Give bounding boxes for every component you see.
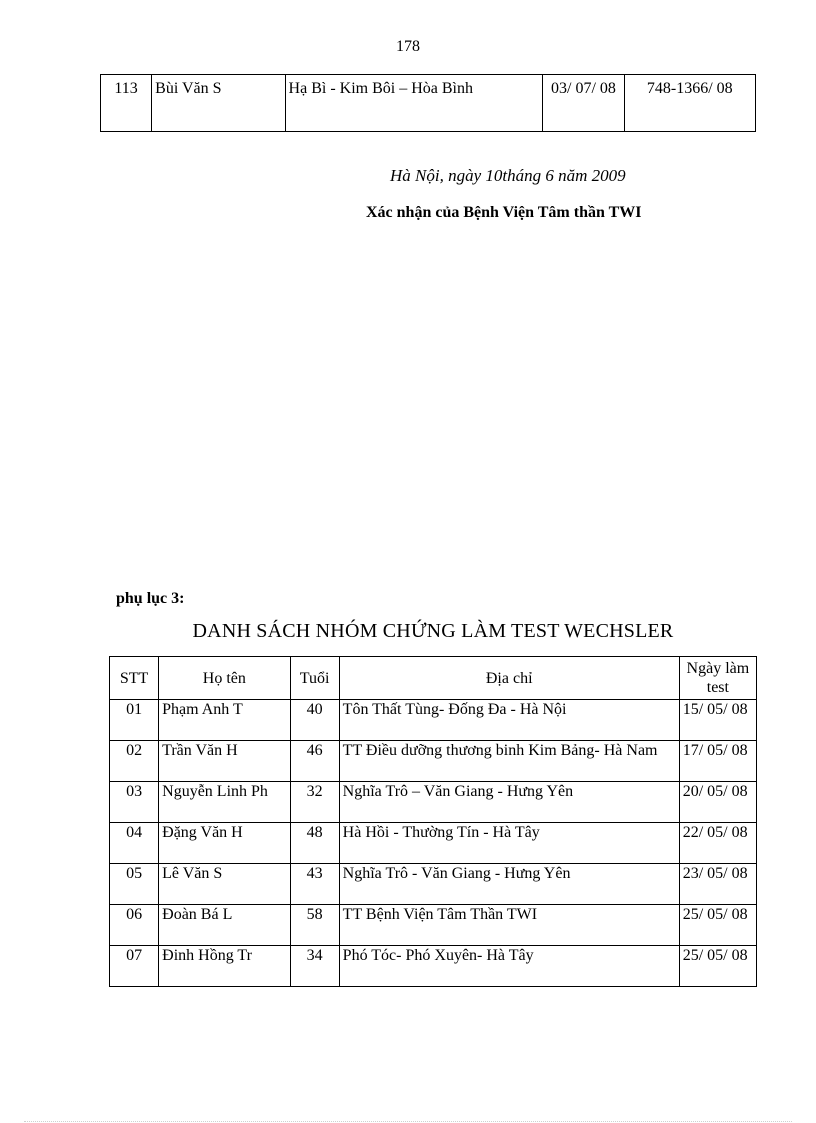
table-row: [110, 741, 757, 782]
control-group-table: [109, 656, 757, 987]
cell-name: Bùi Văn S: [152, 75, 285, 132]
table-row: [110, 946, 757, 987]
table-row: [110, 864, 757, 905]
table-row: [110, 823, 757, 864]
cell-stt: 113: [101, 75, 152, 132]
cell-address: TT Điều dưỡng thương binh Kim Bảng- Hà Nam: [339, 741, 679, 782]
header-test-date: Ngày làm test: [679, 657, 756, 700]
header-address: Địa chỉ: [339, 657, 679, 700]
cell-age: 48: [290, 823, 339, 864]
cell-stt: 01: [110, 700, 159, 741]
signoff-date: Hà Nội, ngày 10tháng 6 năm 2009: [390, 166, 626, 185]
cell-test-date: 22/ 05/ 08: [679, 823, 756, 864]
cell-test-date: 25/ 05/ 08: [679, 946, 756, 987]
cell-name: Phạm Anh T: [159, 700, 290, 741]
continued-table: [100, 74, 756, 132]
cell-address: Nghĩa Trô - Văn Giang - Hưng Yên: [339, 864, 679, 905]
cell-address: Nghĩa Trô – Văn Giang - Hưng Yên: [339, 782, 679, 823]
cell-test-date: 23/ 05/ 08: [679, 864, 756, 905]
cell-name: Lê Văn S: [159, 864, 290, 905]
table-row: [110, 782, 757, 823]
cell-age: 32: [290, 782, 339, 823]
header-stt: STT: [110, 657, 159, 700]
cell-address: Phó Tóc- Phó Xuyên- Hà Tây: [339, 946, 679, 987]
table-row: [110, 905, 757, 946]
cell-address: TT Bệnh Viện Tâm Thần TWI: [339, 905, 679, 946]
cell-stt: 02: [110, 741, 159, 782]
cell-test-date: 25/ 05/ 08: [679, 905, 756, 946]
cell-test-date: 20/ 05/ 08: [679, 782, 756, 823]
header-name: Họ tên: [159, 657, 290, 700]
cell-code: 748-1366/ 08: [624, 75, 755, 132]
cell-age: 34: [290, 946, 339, 987]
cell-name: Đinh Hồng Tr: [159, 946, 290, 987]
page-number: 178: [396, 38, 420, 55]
cell-stt: 05: [110, 864, 159, 905]
cell-date: 03/ 07/ 08: [543, 75, 624, 132]
table-header-row: [110, 657, 757, 700]
cell-address: Tôn Thất Tùng- Đống Đa - Hà Nội: [339, 700, 679, 741]
cell-address: Hạ Bì - Kim Bôi – Hòa Bình: [285, 75, 543, 132]
cell-test-date: 15/ 05/ 08: [679, 700, 756, 741]
cell-name: Đặng Văn H: [159, 823, 290, 864]
cell-age: 58: [290, 905, 339, 946]
cell-stt: 07: [110, 946, 159, 987]
cell-name: Đoàn Bá L: [159, 905, 290, 946]
cell-age: 43: [290, 864, 339, 905]
cell-test-date: 17/ 05/ 08: [679, 741, 756, 782]
signoff-confirmation: Xác nhận của Bệnh Viện Tâm thần TWI: [366, 204, 642, 221]
cell-stt: 06: [110, 905, 159, 946]
cell-age: 40: [290, 700, 339, 741]
cell-name: Trần Văn H: [159, 741, 290, 782]
table-row: [101, 75, 756, 132]
list-title: DANH SÁCH NHÓM CHỨNG LÀM TEST WECHSLER: [192, 620, 674, 642]
appendix-label: phụ lục 3:: [116, 590, 185, 607]
cell-stt: 03: [110, 782, 159, 823]
cell-age: 46: [290, 741, 339, 782]
table-row: [110, 700, 757, 741]
cell-stt: 04: [110, 823, 159, 864]
cell-address: Hà Hồi - Thường Tín - Hà Tây: [339, 823, 679, 864]
header-age: Tuổi: [290, 657, 339, 700]
page-bottom-rule: [24, 1121, 792, 1122]
cell-name: Nguyễn Linh Ph: [159, 782, 290, 823]
